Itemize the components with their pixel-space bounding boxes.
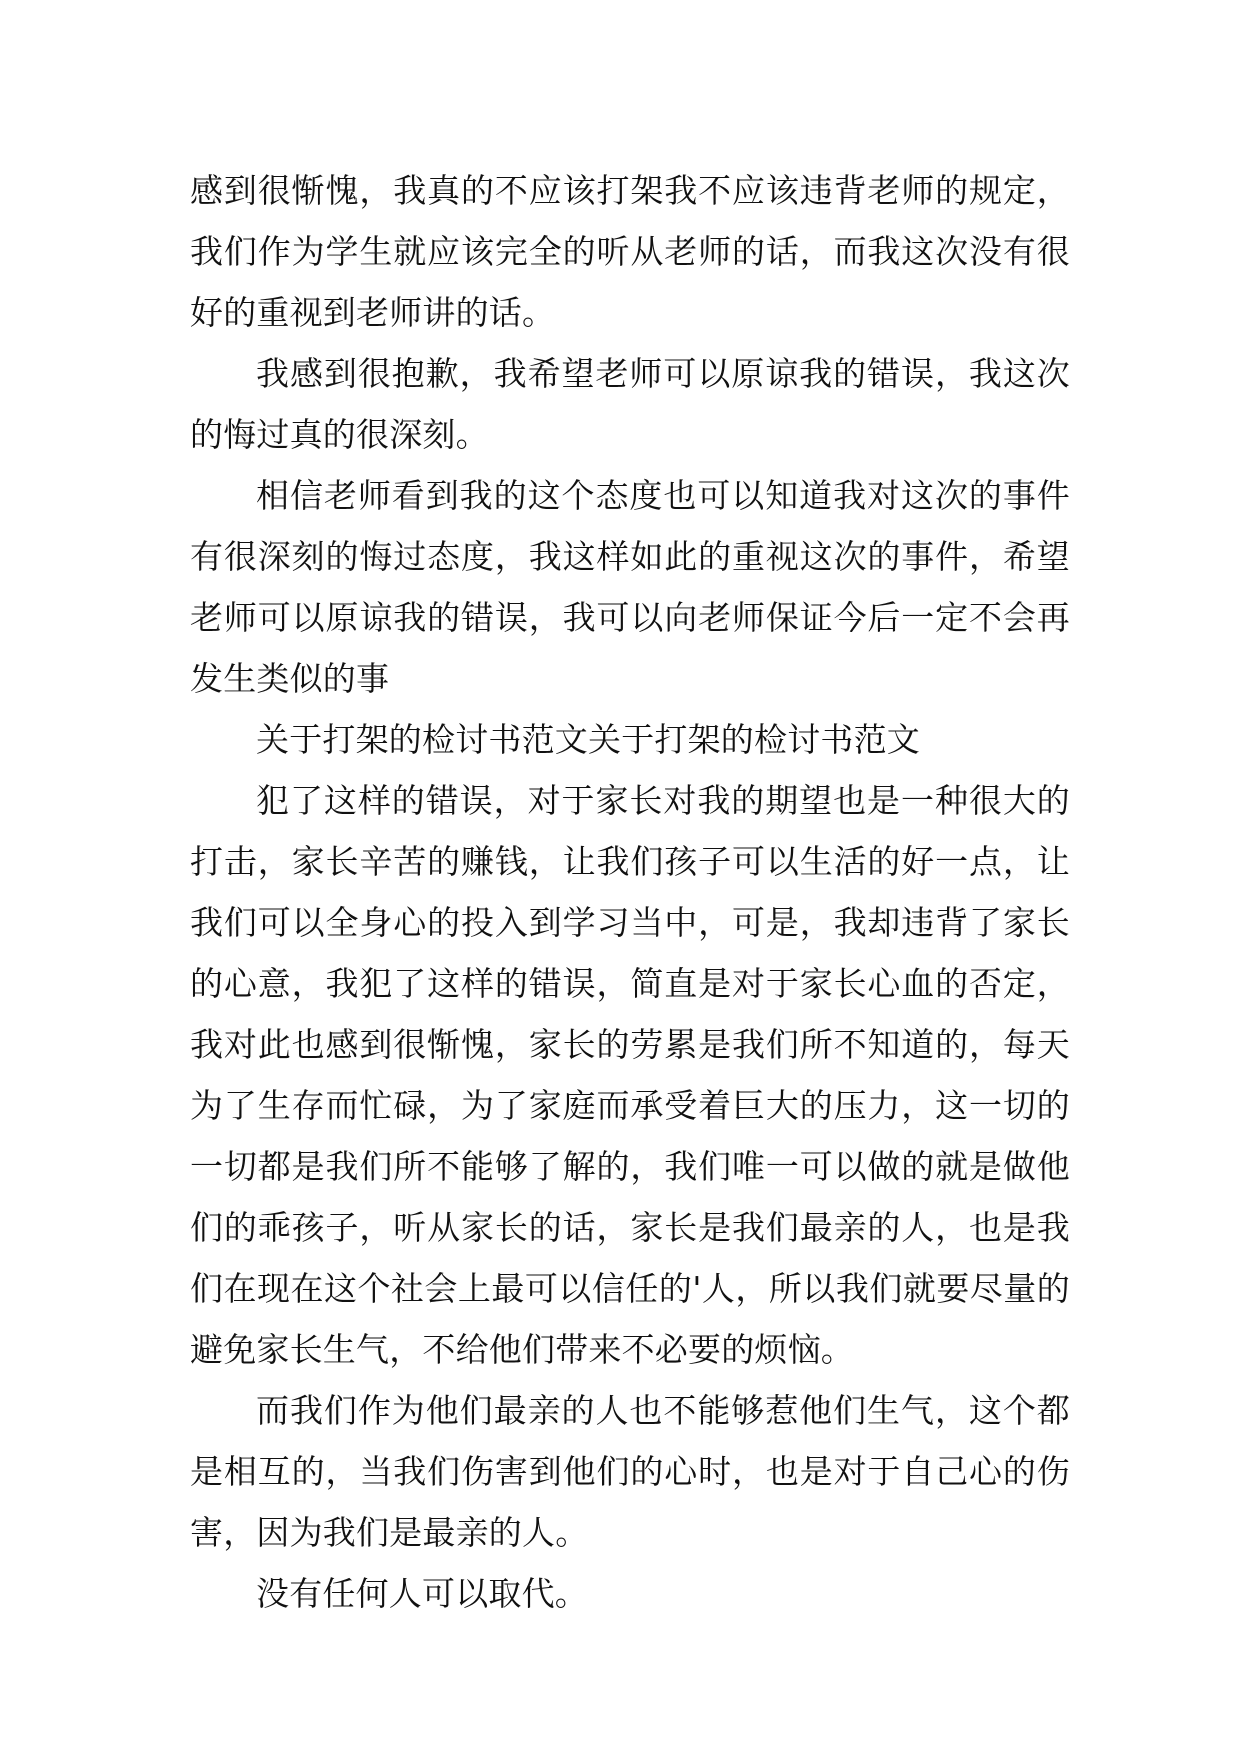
paragraph-continued: 感到很惭愧，我真的不应该打架我不应该违背老师的规定，我们作为学生就应该完全的听从老师的话，而我这次没有很好的重视到老师讲的话。 <box>190 171 1070 332</box>
paragraph-apology: 我感到很抱歉，我希望老师可以原谅我的错误，我这次的悔过真的很深刻。 <box>190 354 1070 454</box>
paragraph-attitude: 相信老师看到我的这个态度也可以知道我对这次的事件有很深刻的悔过态度，我这样如此的重视这次的事件，希望老师可以原谅我的错误，我可以向老师保证今后一定不会再发生类似的事 <box>190 476 1070 698</box>
document-body <box>190 160 1070 1624</box>
section-heading: 关于打架的检讨书范文关于打架的检讨书范文 <box>256 720 920 759</box>
paragraph-closing: 没有任何人可以取代。 <box>256 1574 588 1613</box>
paragraph-mutual: 而我们作为他们最亲的人也不能够惹他们生气，这个都是相互的，当我们伤害到他们的心时，也是对于自己心的伤害，因为我们是最亲的人。 <box>190 1391 1070 1552</box>
paragraph-parents: 犯了这样的错误，对于家长对我的期望也是一种很大的打击，家长辛苦的赚钱，让我们孩子可以生活的好一点，让我们可以全身心的投入到学习当中，可是，我却违背了家长的心意，我犯了这样的错误，简直是对于家长心血的否定，我对此也感到很惭愧，家长的劳累是我们所不知道的，每天为了生存而忙碌，为了家庭而承受着巨大的压力，这一切的一切都是我们所不能够了解的，我们唯一可以做的就是做他们的乖孩子，听从家长的话，家长是我们最亲的人，也是我们在现在这个社会上最可以信任的'人，所以我们就要尽量的避免家长生气，不给他们带来不必要的烦恼。 <box>190 781 1070 1369</box>
